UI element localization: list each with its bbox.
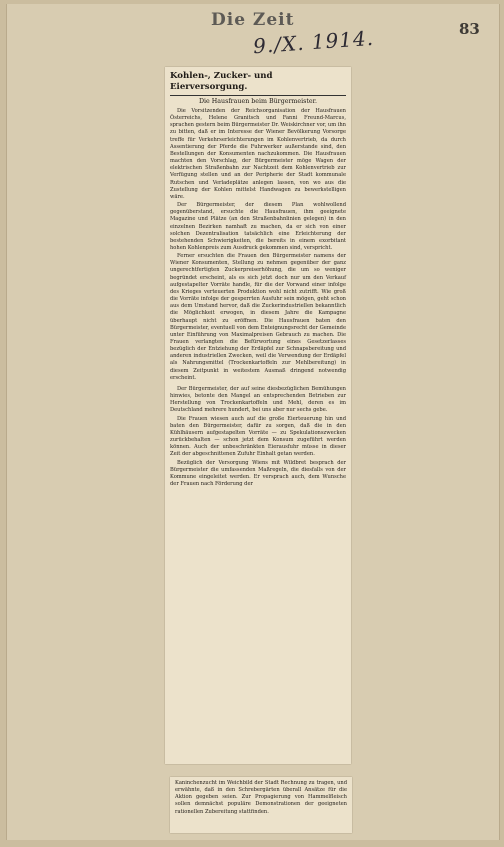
newspaper-clipping-continuation (170, 777, 352, 833)
article-paragraph: Die Vorsitzenden der Reichsorganisation der Hausfrauen Österreichs, Helene Granitsch und Fanni Freund-Marcus, sprachen gestern beim Bürgermeister Dr. Weiskirchner vor, um ihn zu bitten, daß er im Interesse der Wiener Bevölkerung Vorsorge treffe für Verkehrserleichterungen im Kohlenvertrieb, da durch Assentierung der Pferde die Fuhrwerker außerstande sind, den Bestellungen der Konsumenten nachzukommen. Die Hausfrauen machten den Vorschlag, der Bürgermeister möge Wagen der elektrischen Straßenbahn zur Nachtzeit dem Kohlenvertrieb zur Verfügung stellen und an der Peripherie der Stadt kommunale Rutschen und Verladeplätze anlegen lassen, von wo aus die Zustellung der Kohlen mittelst Handwagen zu bewerkstelligen wäre. (170, 108, 346, 200)
article-continuation: Kaninchenzucht im Weichbild der Stadt Rechnung zu tragen, und erwähnte, daß in den Schrebergärten überall Ansätze für die Aktion gegeben seien. Zur Propagierung von Hammelfleisch sollen demnächst populäre Demonstrationen der geeigneten rationellen Zubereitung stattfinden. (175, 780, 347, 815)
article-paragraph: Ferner ersuchten die Frauen den Bürgermeister namens der Wiener Konsumenten, Stellung zu nehmen gegenüber der ganz ungerechtfertigten Zuckerpreiserhöhung, die um so weniger begründet erscheint, als es sich jetzt doch nur um den Verkauf aufgestapelter Vorräte handle, für die der Vorwand einer infolge des Krieges verteuerten Produktion wohl nicht zutrifft. Wie groß die Vorräte infolge der gesperrten Ausfuhr sein mögen, geht schon aus dem Umstand hervor, daß die Zuckerindustriellen bekanntlich die Möglichkeit erwogen, in diesem Jahre die Kampagne überhaupt nicht zu eröffnen. Die Hausfrauen baten den Bürgermeister, eventuell von dem Enteignungsrecht der Gemeinde unter Einführung von Maximalpreisen Gebrauch zu machen. Die Frauen verlangten die Befürwortung eines Gesetzerlasses bezüglich der Entziehung der Erdäpfel zur Schnapsbereitung und anderen industriellen Zwecken, weil die Verwendung der Erdäpfel als Nahrungsmittel (Trockenkartoffeln zur Mehlbereitung) in diesem Zeitpunkt in weitestem Ausmaß dringend notwendig erscheint. (170, 253, 346, 381)
article-paragraph: Bezüglich der Versorgung Wiens mit Wildbret besprach der Bürgermeister die umfassenden Maßregeln, die diesfalls von der Kommune eingeleitet werden. Er versprach auch, dem Wunsche der Frauen nach Förderung der (170, 459, 346, 487)
newspaper-name-stamp: Die Zeit (211, 10, 295, 30)
article-title: Kohlen-, Zucker- und Eierversorgung. (170, 71, 346, 96)
newspaper-clipping-main (165, 67, 351, 764)
page-number: 83 (459, 20, 480, 38)
article-paragraph: Der Bürgermeister, der auf seine diesbezüglichen Bemühungen hinwies, betonte den Mangel an entsprechenden Betrieben zur Herstellung von Trockenkartoffeln und Mehl, deren es im Deutschland mehrere hundert, bei uns aber nur sechs gebe. (170, 385, 346, 414)
article-subtitle: Die Hausfrauen beim Bürgermeister. (199, 98, 317, 105)
article-paragraph: Der Bürgermeister, der diesem Plan wohlwollend gegenüberstand, ersuchte die Hausfrauen, ihm geeignete Magazine und Plätze (an den Straßenbahnlinien gelegen) in den einzelnen Bezirken namhaft zu machen, da er sich von einer solchen Dezentralisation tatsächlich eine Erleichterung der bestehenden Schwierigkeiten, die bereits in einem exorbitant hohen Kohlenpreis zum Ausdruck gekommen sind, verspricht. (170, 202, 346, 251)
handwritten-date: 9./X. 1914. (252, 25, 375, 59)
article-paragraph: Die Frauen wiesen auch auf die große Eierteuerung hin und baten den Bürgermeister, dafür zu sorgen, daß die in den Kühlhäusern aufgestapelten Vorräte — zu Spekulationszwecken zurückbehalten — schon jetzt dem Konsum zugeführt werden können. Auch der unbeschränkten Eierausfuhr müsse in dieser Zeit der abgeschnittenen Zufuhr Einhalt getan werden. (170, 415, 346, 458)
